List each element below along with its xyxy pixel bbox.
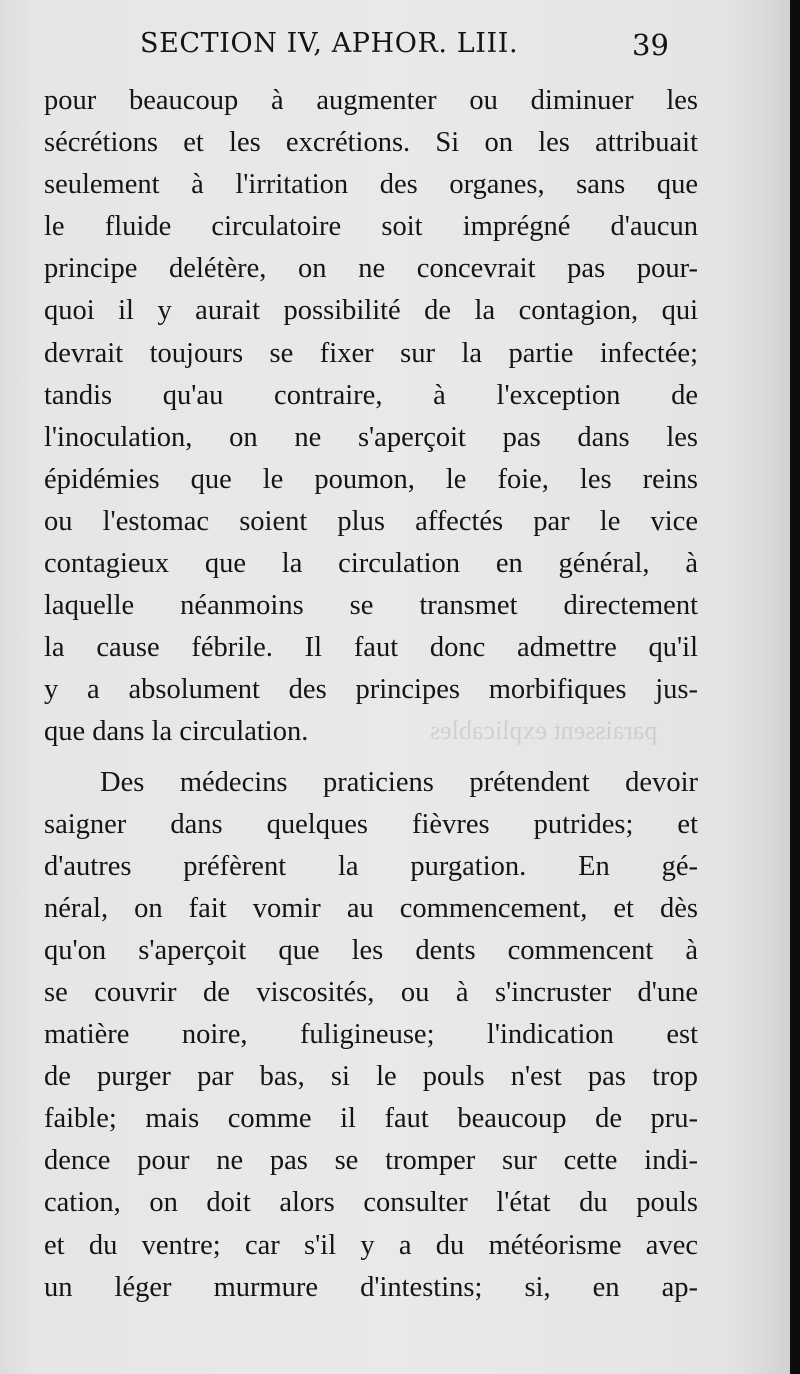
text-line: laquelle néanmoins se transmet directement: [44, 590, 698, 622]
text-line: le fluide circulatoire soit imprégné d'aucun: [44, 211, 698, 243]
paragraph-1: [44, 80, 698, 754]
text-line: la cause fébrile. Il faut donc admettre qu'il: [44, 632, 698, 664]
text-line: Des médecins praticiens prétendent devoir: [100, 766, 698, 798]
text-line: de purger par bas, si le pouls n'est pas trop: [44, 1061, 698, 1093]
text-line: cation, on doit alors consulter l'état du pouls: [44, 1187, 698, 1219]
page-number: 39: [632, 28, 669, 62]
paragraph-2: [44, 762, 698, 1309]
text-line: épidémies que le poumon, le foie, les reins: [44, 463, 698, 495]
text-line: un léger murmure d'intestins; si, en ap-: [44, 1271, 698, 1303]
text-line: quoi il y aurait possibilité de la contagion, qui: [44, 295, 698, 327]
text-line: dence pour ne pas se tromper sur cette indi-: [44, 1145, 698, 1177]
text-line: sécrétions et les excrétions. Si on les attribuait: [44, 127, 698, 159]
text-line: tandis qu'au contraire, à l'exception de: [44, 379, 698, 411]
text-line: y a absolument des principes morbifiques jus-: [44, 674, 698, 706]
text-line: néral, on fait vomir au commencement, et dès: [44, 892, 698, 924]
text-line: que dans la circulation.: [44, 716, 309, 748]
text-line: et du ventre; car s'il y a du météorisme avec: [44, 1229, 698, 1261]
text-line: seulement à l'irritation des organes, sans que: [44, 169, 698, 201]
text-line: matière noire, fuligineuse; l'indication est: [44, 1019, 698, 1051]
text-line: ou l'estomac soient plus affectés par le vice: [44, 505, 698, 537]
show-through-text: paraissent explicables: [430, 716, 658, 745]
text-line: saigner dans quelques fièvres putrides; et: [44, 808, 698, 840]
text-line: se couvrir de viscosités, ou à s'incruster d'une: [44, 976, 698, 1008]
text-line: qu'on s'aperçoit que les dents commencent à: [44, 934, 698, 966]
text-line: faible; mais comme il faut beaucoup de pru-: [44, 1103, 698, 1135]
text-line: devrait toujours se fixer sur la partie infectée;: [44, 337, 698, 369]
running-head: SECTION IV, APHOR. LIII.: [140, 28, 519, 59]
text-line: principe delétère, on ne concevrait pas pour-: [44, 253, 698, 285]
paragraph-gap: [44, 754, 698, 762]
text-line: d'autres préfèrent la purgation. En gé-: [44, 850, 698, 882]
page-edge-shadow: [790, 0, 800, 1374]
body-text: [44, 80, 698, 1309]
text-line: contagieux que la circulation en général, à: [44, 548, 698, 580]
page-header: [0, 22, 790, 72]
text-line: pour beaucoup à augmenter ou diminuer les: [44, 85, 698, 116]
text-line: l'inoculation, on ne s'aperçoit pas dans les: [44, 421, 698, 453]
